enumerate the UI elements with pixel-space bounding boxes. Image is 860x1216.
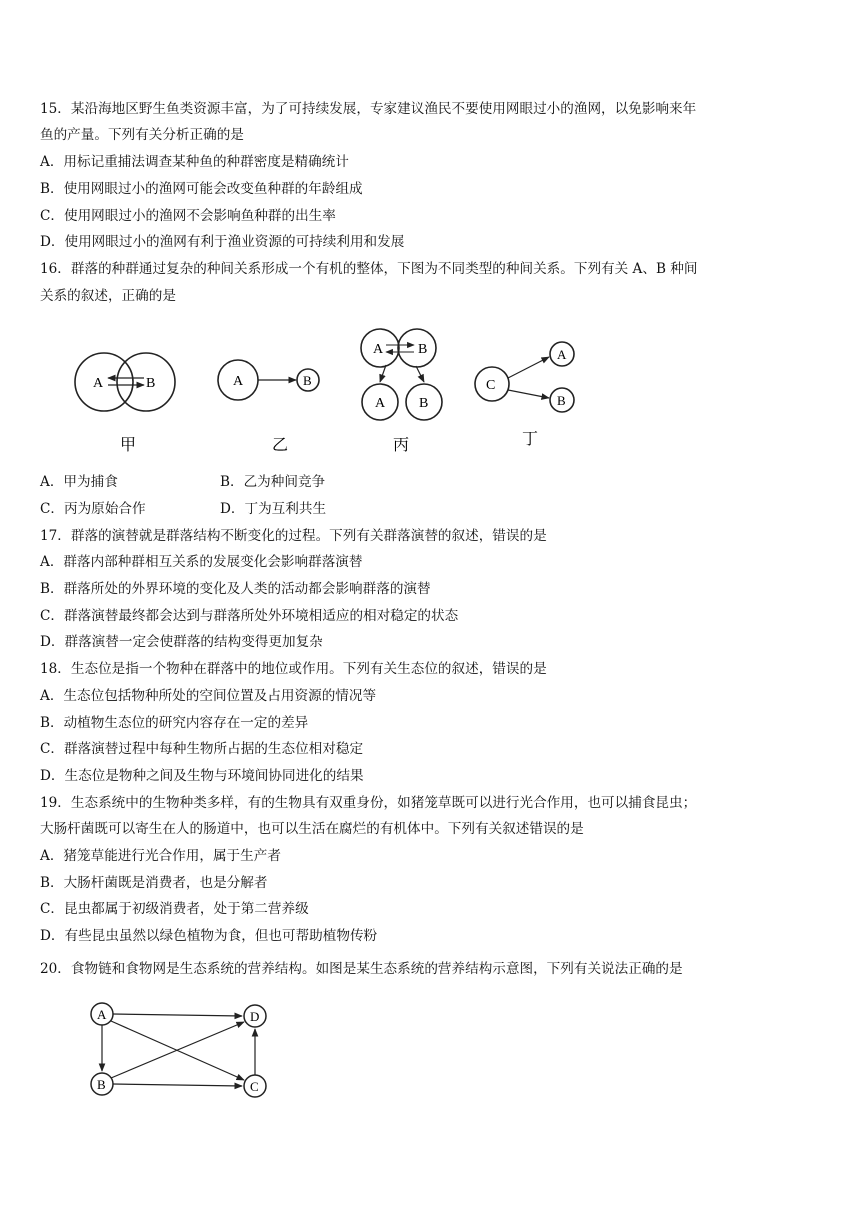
- q17-option-c: C．群落演替最终都会达到与群落所处外环境相适应的相对稳定的状态: [40, 608, 459, 624]
- q17-option-b: B．群落所处的外界环境的变化及人类的活动都会影响群落的演替: [40, 581, 431, 597]
- panel-ding: [475, 342, 574, 448]
- q16-stem-line1: 16．群落的种群通过复杂的种间关系形成一个有机的整体，下图为不同类型的种间关系。下列有关 A、B 种间: [40, 261, 698, 277]
- q15-option-b: B．使用网眼过小的渔网可能会改变鱼种群的年龄组成: [40, 181, 363, 197]
- q18-stem: 18．生态位是指一个物种在群落中的地位或作用。下列有关生态位的叙述，错误的是: [40, 661, 547, 677]
- arrow-down-b: [416, 366, 424, 382]
- q19-option-b: B．大肠杆菌既是消费者，也是分解者: [40, 875, 268, 891]
- q16-option-c: C．丙为原始合作: [40, 501, 146, 517]
- label-a: A: [557, 347, 567, 362]
- label-b: B: [97, 1077, 106, 1092]
- q18-option-c: C．群落演替过程中每种生物所占据的生态位相对稳定: [40, 741, 364, 757]
- panel-label-ding: 丁: [522, 431, 539, 448]
- q18-option-a: A．生态位包括物种所处的空间位置及占用资源的情况等: [40, 688, 377, 704]
- q17-stem: 17．群落的演替就是群落结构不断变化的过程。下列有关群落演替的叙述，错误的是: [40, 528, 547, 544]
- q19-option-c: C．昆虫都属于初级消费者，处于第二营养级: [40, 901, 309, 917]
- label-a: A: [375, 396, 386, 411]
- label-b: B: [418, 342, 428, 357]
- q19-option-a: A．猪笼草能进行光合作用，属于生产者: [40, 848, 281, 864]
- q16-options-row1: [40, 472, 325, 492]
- label-d: D: [250, 1009, 260, 1024]
- q16-options-row2: [40, 499, 326, 519]
- arrow-c-to-b: [508, 390, 549, 398]
- label-a: A: [97, 1007, 107, 1022]
- label-a: A: [373, 342, 384, 357]
- panel-label-jia: 甲: [120, 437, 137, 454]
- q18-option-d: D．生态位是物种之间及生物与环境间协同进化的结果: [40, 768, 364, 784]
- label-c: C: [250, 1079, 259, 1094]
- edge-a-d: [113, 1014, 242, 1016]
- q19-stem-line2: 大肠杆菌既可以寄生在人的肠道中，也可以生活在腐烂的有机体中。下列有关叙述错误的是: [40, 821, 584, 837]
- q20-stem: 20．食物链和食物网是生态系统的营养结构。如图是某生态系统的营养结构示意图，下列有关说法正确的是: [40, 961, 683, 977]
- q15-option-a: A．用标记重捕法调查某种鱼的种群密度是精确统计: [40, 154, 349, 170]
- label-a: A: [93, 376, 104, 391]
- q15-stem-line2: 鱼的产量。下列有关分析正确的是: [40, 127, 244, 143]
- q16-option-b: B．乙为种间竞争: [220, 474, 326, 490]
- label-b: B: [557, 393, 566, 408]
- q16-option-a: A．甲为捕食: [40, 474, 118, 490]
- label-b: B: [303, 373, 312, 388]
- arrow-c-to-a: [508, 357, 549, 378]
- panel-yi: [218, 360, 319, 454]
- q17-option-d: D．群落演替一定会使群落的结构变得更加复杂: [40, 634, 323, 650]
- q18-option-b: B．动植物生态位的研究内容存在一定的差异: [40, 715, 309, 731]
- panel-label-yi: 乙: [272, 437, 289, 454]
- q16-stem-line2: 关系的叙述，正确的是: [40, 288, 176, 304]
- q15-option-c: C．使用网眼过小的渔网不会影响鱼种群的出生率: [40, 208, 336, 224]
- panel-bing: [361, 329, 442, 454]
- q16-option-d: D．丁为互利共生: [220, 501, 327, 517]
- q15-option-d: D．使用网眼过小的渔网有利于渔业资源的可持续利用和发展: [40, 234, 405, 250]
- panel-label-bing: 丙: [393, 437, 410, 454]
- q19-stem-line1: 19．生态系统中的生物种类多样，有的生物具有双重身份，如猪笼草既可以进行光合作用，也可以捕食昆虫；: [40, 795, 697, 811]
- label-a: A: [233, 374, 244, 389]
- circle-b-top: [398, 329, 436, 367]
- q15-stem-line1: 15．某沿海地区野生鱼类资源丰富，为了可持续发展，专家建议渔民不要使用网眼过小的渔网，以免影响来年: [40, 101, 697, 117]
- label-c: C: [486, 378, 496, 393]
- q20-food-web-figure: [78, 996, 278, 1108]
- q17-option-a: A．群落内部种群相互关系的发展变化会影响群落演替: [40, 554, 363, 570]
- panel-jia: [75, 353, 175, 454]
- label-b: B: [419, 396, 429, 411]
- q16-species-relation-figure: [60, 318, 620, 458]
- edge-b-c: [113, 1084, 242, 1086]
- q19-option-d: D．有些昆虫虽然以绿色植物为食，但也可帮助植物传粉: [40, 928, 378, 944]
- label-b: B: [146, 376, 156, 391]
